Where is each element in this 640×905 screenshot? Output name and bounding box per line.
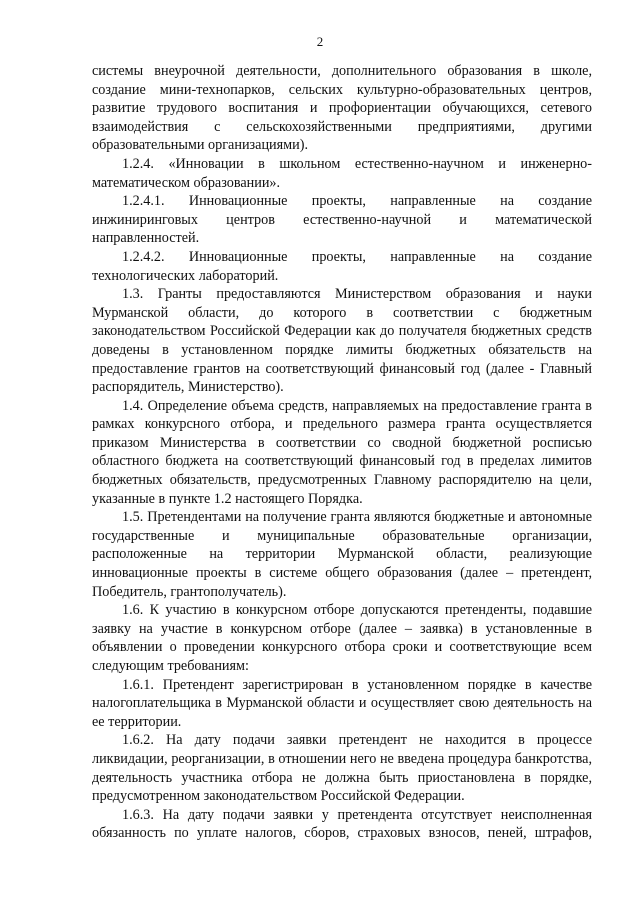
paragraph-1-6-3: 1.6.3. На дату подачи заявки у претендента отсутствует неисполненная обязанность по уплате налогов, сборов, страховых взносов, пеней, штрафов, — [92, 806, 592, 842]
paragraph-1-2-4-2: 1.2.4.2. Инновационные проекты, направленные на создание технологических лабораторий. — [92, 248, 592, 284]
document-body — [92, 62, 592, 843]
paragraph-1-6-1: 1.6.1. Претендент зарегистрирован в установленном порядке в качестве налогоплательщика в Мурманской области и осуществляет свою деятельность на ее территории. — [92, 676, 592, 730]
paragraph-continuation: системы внеурочной деятельности, дополнительного образования в школе, создание мини-технопарков, сельских культурно-образовательных центров, развитие трудового воспитания и профориентации обучающихся, сетевого взаимодействия с сельскохозяйственными предприятиями, другими образовательными организациями). — [92, 63, 592, 154]
paragraph-1-2-4-1: 1.2.4.1. Инновационные проекты, направленные на создание инжиниринговых центров естественно-научной и математической направленностей. — [92, 193, 592, 247]
paragraph-1-3: 1.3. Гранты предоставляются Министерством образования и науки Мурманской области, до которого в соответствии с бюджетным законодательством Российской Федерации как до получателя бюджетных средств доведены в установленном порядке лимиты бюджетных обязательств на предоставление грантов на соответствующий финансовый год (далее - Главный распорядитель, Министерство). — [92, 286, 592, 396]
page-number: 2 — [316, 34, 324, 49]
paragraph-1-6: 1.6. К участию в конкурсном отборе допускаются претенденты, подавшие заявку на участие в конкурсном отборе (далее – заявка) в установленные в объявлении о проведении конкурсного отбора сроки и соответствующие всем следующим требованиям: — [92, 602, 592, 674]
paragraph-1-2-4: 1.2.4. «Инновации в школьном естественно-научном и инженерно-математическом образовании». — [92, 155, 592, 191]
paragraph-1-6-2: 1.6.2. На дату подачи заявки претендент не находится в процессе ликвидации, реорганизации, в отношении него не введена процедура банкротства, деятельность участника отбора не должна быть приостановлена в порядке, предусмотренном законодательством Российской Федерации. — [92, 732, 592, 805]
paragraph-1-4: 1.4. Определение объема средств, направляемых на предоставление гранта в рамках конкурсного отбора, и предельного размера гранта осуществляется приказом Министерства в соответствии со сводной бюджетной росписью областного бюджета на соответствующий финансовый год в пределах лимитов бюджетных обязательств, предусмотренных Главному распорядителю на цели, указанные в пункте 1.2 настоящего Порядка. — [92, 397, 592, 507]
paragraph-1-5: 1.5. Претендентами на получение гранта являются бюджетные и автономные государственные и муниципальные образовательные организации, расположенные на территории Мурманской области, реализующие инновационные проекты в системе общего образования (далее – претендент, Победитель, грантополучатель). — [92, 509, 592, 600]
